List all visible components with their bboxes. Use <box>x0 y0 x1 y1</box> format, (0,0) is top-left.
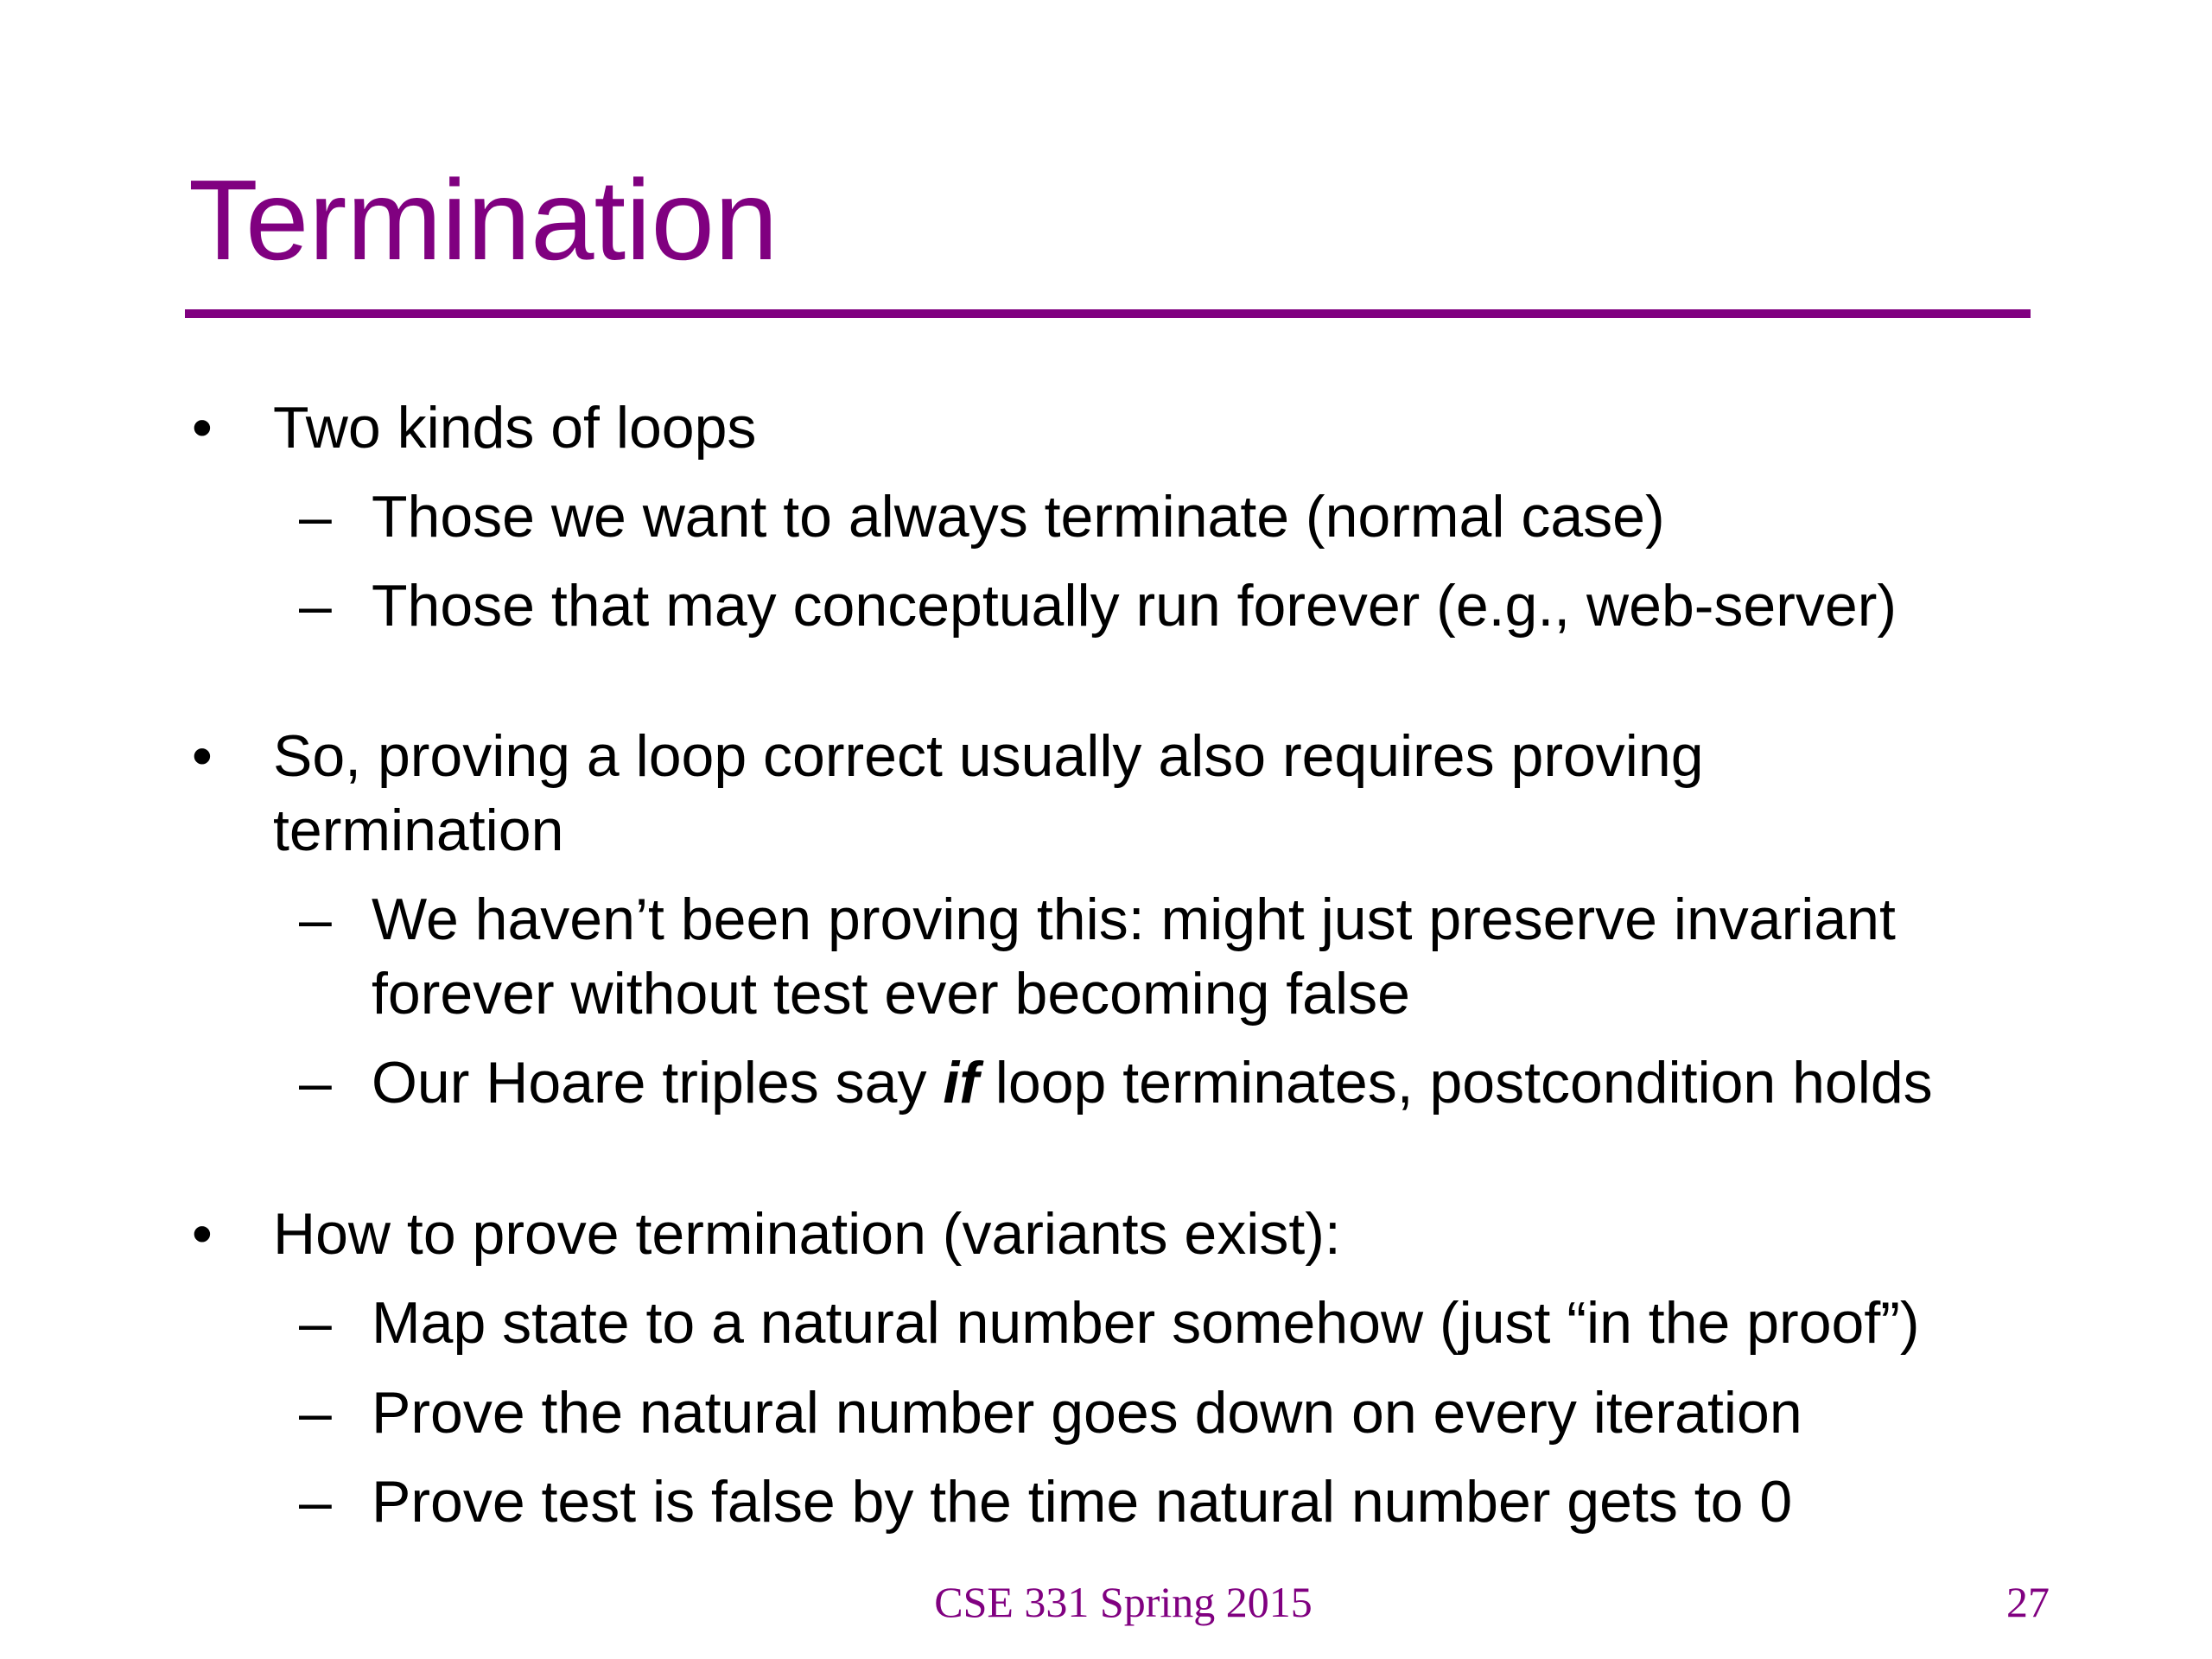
sub-bullet-text-continuation: forever without test ever becoming false <box>372 961 1410 1027</box>
sub-bullet-marker: – <box>299 1290 332 1356</box>
emphasis-if: if <box>943 1050 979 1116</box>
title-underline <box>185 309 2031 318</box>
bullet-marker: • <box>192 1201 213 1267</box>
bullet-text-continuation: termination <box>273 798 564 863</box>
sub-bullet-text: Map state to a natural number somehow (just “in the proof”) <box>372 1290 1920 1356</box>
sub-bullet-text <box>372 1046 1933 1120</box>
bullet-text: So, proving a loop correct usually also requires proving <box>273 723 1704 789</box>
slide-footer: CSE 331 Spring 2015 <box>934 1578 1313 1626</box>
bullet-text: How to prove termination (variants exist): <box>273 1201 1341 1267</box>
sub-bullet-text: Prove the natural number goes down on every iteration <box>372 1380 1802 1446</box>
sub-bullet-marker: – <box>299 887 332 952</box>
sub-bullet-text-start: Our Hoare triples say <box>372 1050 944 1116</box>
sub-bullet-text: We haven’t been proving this: might just preserve invariant <box>372 887 1896 952</box>
sub-bullet-text-end: loop terminates, postcondition holds <box>978 1050 1933 1116</box>
sub-bullet-text: Those that may conceptually run forever (e.g., web-server) <box>372 573 1897 639</box>
bullet-marker: • <box>192 723 213 789</box>
slide-title: Termination <box>188 156 779 283</box>
sub-bullet-marker: – <box>299 1469 332 1535</box>
sub-bullet-text: Prove test is false by the time natural number gets to 0 <box>372 1469 1793 1535</box>
bullet-marker: • <box>192 395 213 461</box>
sub-bullet-marker: – <box>299 484 332 550</box>
sub-bullet-marker: – <box>299 1050 332 1116</box>
bullet-text: Two kinds of loops <box>273 395 757 461</box>
page-number: 27 <box>2006 1578 2050 1626</box>
sub-bullet-text: Those we want to always terminate (normal case) <box>372 484 1665 550</box>
sub-bullet-marker: – <box>299 1380 332 1446</box>
sub-bullet-marker: – <box>299 573 332 639</box>
